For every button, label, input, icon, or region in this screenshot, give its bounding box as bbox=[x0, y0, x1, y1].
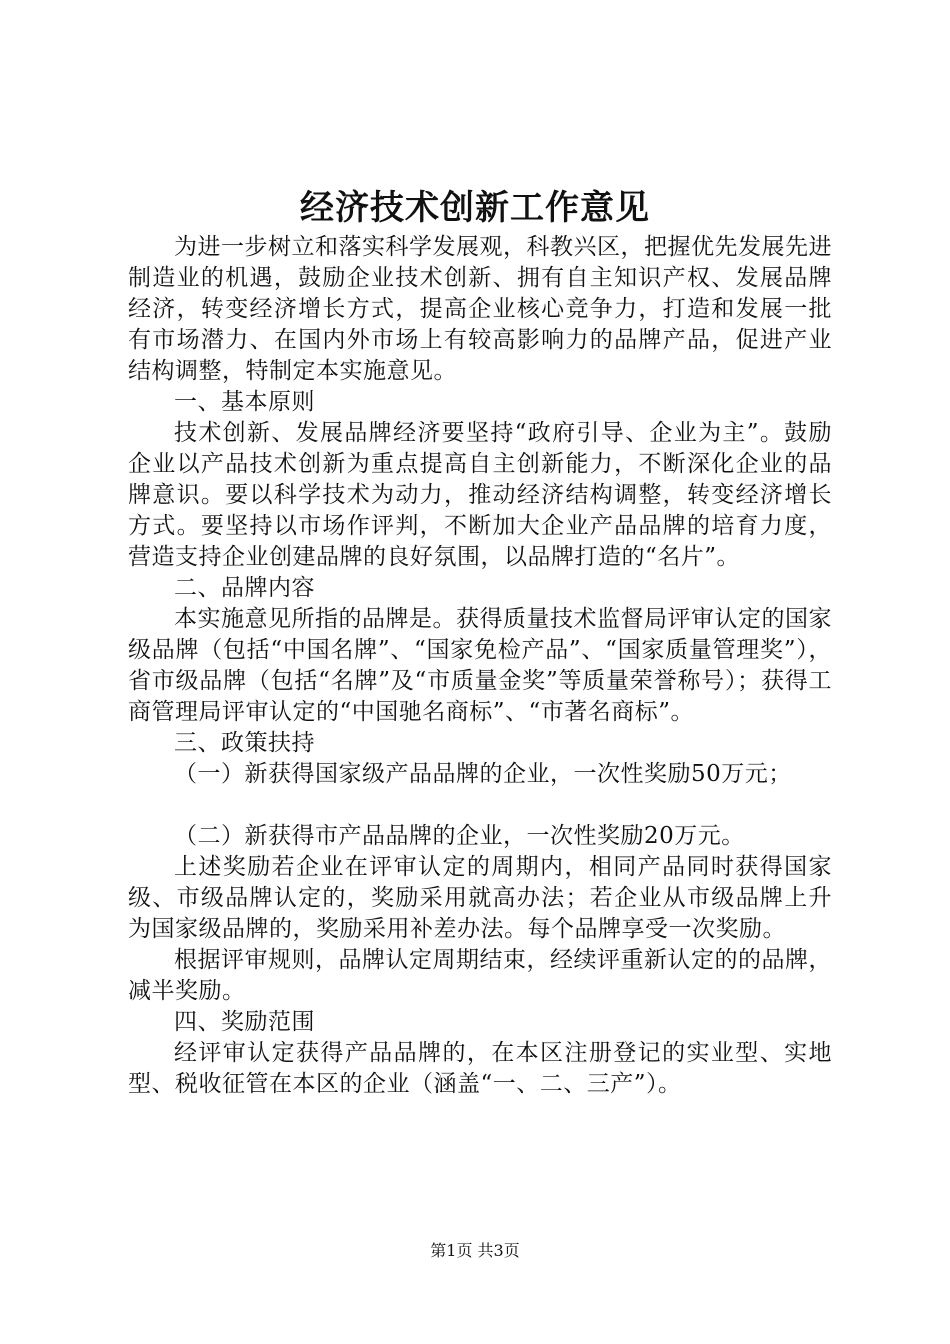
section-heading-scope: 四、奖励范围 bbox=[174, 1009, 315, 1035]
section-heading-principles: 一、基本原则 bbox=[174, 389, 315, 415]
renewal-paragraph: 根据评审规则，品牌认定周期结束，经续评重新认定的的品牌，减半奖励。 bbox=[128, 947, 832, 1004]
document-title: 经济技术创新工作意见 bbox=[300, 188, 650, 228]
policy-item-national: （一）新获得国家级产品品牌的企业，一次性奖励50万元； bbox=[174, 761, 792, 787]
page-number: 第1页 共3页 bbox=[430, 1241, 520, 1260]
principles-paragraph: 技术创新、发展品牌经济要坚持“政府引导、企业为主”。鼓励企业以产品技术创新为重点提高自主创新能力，不断深化企业的品牌意识。要以科学技术为动力，推动经济结构调整，转变经济增长方式。要坚持以市场作评判，不断加大企业产品品牌的培育力度，营造支持企业创建品牌的良好氛围，以品牌打造的“名片”。 bbox=[128, 420, 832, 570]
scope-paragraph: 经评审认定获得产品品牌的，在本区注册登记的实业型、实地型、税收征管在本区的企业（涵盖“一、二、三产”）。 bbox=[128, 1040, 832, 1097]
policy-item-city: （二）新获得市产品品牌的企业，一次性奖励20万元。 bbox=[174, 823, 745, 849]
section-heading-policy: 三、政策扶持 bbox=[174, 730, 315, 756]
document-body bbox=[128, 232, 832, 1100]
brand-content-paragraph: 本实施意见所指的品牌是。获得质量技术监督局评审认定的国家级品牌（包括“中国名牌”、“国家免检产品”、“国家质量管理奖”），省市级品牌（包括“名牌”及“市质量金奖”等质量荣誉称号）；获得工商管理局评审认定的“中国驰名商标”、“市著名商标”。 bbox=[128, 606, 832, 725]
policy-rules-paragraph: 上述奖励若企业在评审认定的周期内，相同产品同时获得国家级、市级品牌认定的，奖励采用就高办法；若企业从市级品牌上升为国家级品牌的，奖励采用补差办法。每个品牌享受一次奖励。 bbox=[128, 854, 832, 942]
intro-paragraph: 为进一步树立和落实科学发展观，科教兴区，把握优先发展先进制造业的机遇，鼓励企业技术创新、拥有自主知识产权、发展品牌经济，转变经济增长方式，提高企业核心竞争力，打造和发展一批有市场潜力、在国内外市场上有较高影响力的品牌产品，促进产业结构调整，特制定本实施意见。 bbox=[128, 234, 832, 384]
section-heading-brand-content: 二、品牌内容 bbox=[174, 575, 315, 601]
